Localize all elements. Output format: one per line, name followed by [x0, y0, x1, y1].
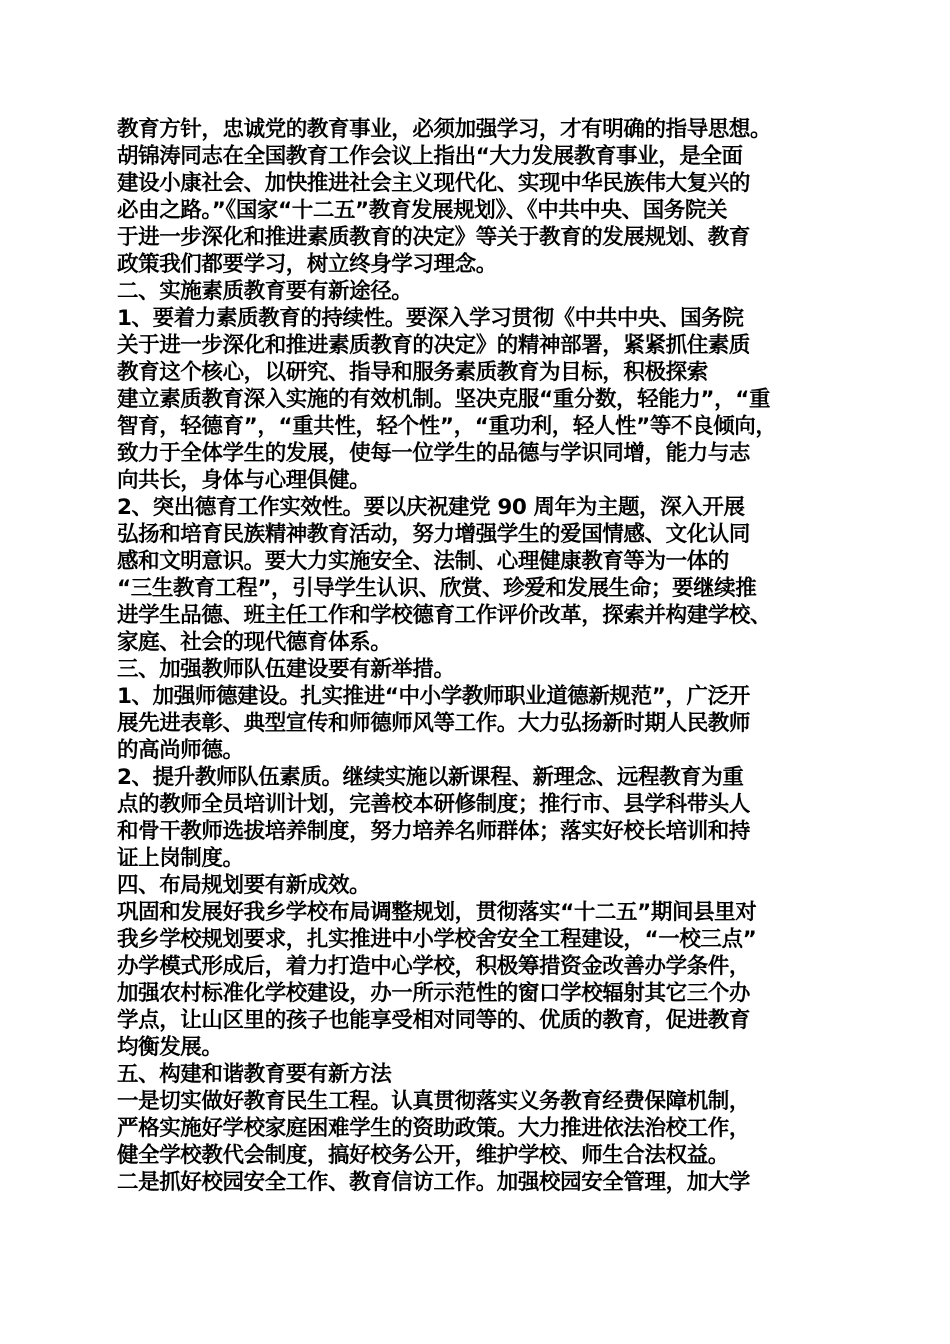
text-line: 建立素质教育深入实施的有效机制。坚决克服“重分数，轻能力”，“重	[117, 387, 771, 412]
section-heading: 三、加强教师队伍建设要有新举措。	[117, 657, 455, 682]
text-line: 二是抓好校园安全工作、教育信访工作。加强校园安全管理，加大学	[117, 1170, 751, 1195]
text-line: 2、提升教师队伍素质。继续实施以新课程、新理念、远程教育为重	[117, 765, 744, 790]
text-line: 健全学校教代会制度，搞好校务公开，维护学校、师生合法权益。	[117, 1143, 729, 1168]
text-line: 感和文明意识。要大力实施安全、法制、心理健康教育等为一体的	[117, 549, 729, 574]
text-line: 向共长，身体与心理俱健。	[117, 468, 371, 493]
section-heading: 二、实施素质教育要有新途径。	[117, 279, 413, 304]
text-line: 巩固和发展好我乡学校布局调整规划，贯彻落实“十二五”期间县里对	[117, 900, 757, 925]
text-line: 家庭、社会的现代德育体系。	[117, 630, 392, 655]
section-heading: 五、构建和谐教育要有新方法	[117, 1062, 392, 1087]
text-line: 进学生品德、班主任工作和学校德育工作评价改革，探索并构建学校、	[117, 603, 772, 628]
text-line: 必由之路。”《国家“十二五”教育发展规划》、《中共中央、国务院关	[117, 198, 728, 223]
text-line: 点的教师全员培训计划，完善校本研修制度；推行市、县学科带头人	[117, 792, 751, 817]
text-line: 严格实施好学校家庭困难学生的资助政策。大力推进依法治校工作，	[117, 1116, 751, 1141]
text-line: 胡锦涛同志在全国教育工作会议上指出“大力发展教育事业，是全面	[117, 144, 743, 169]
text-line: 于进一步深化和推进素质教育的决定》等关于教育的发展规划、教育	[117, 225, 751, 250]
text-line: 学点，让山区里的孩子也能享受相对同等的、优质的教育，促进教育	[117, 1008, 751, 1033]
text-line: 弘扬和培育民族精神教育活动，努力增强学生的爱国情感、文化认同	[117, 522, 751, 547]
text-line: 2、突出德育工作实效性。要以庆祝建党 90 周年为主题，深入开展	[117, 495, 745, 520]
text-line: 加强农村标准化学校建设，办一所示范性的窗口学校辐射其它三个办	[117, 981, 751, 1006]
document-body	[117, 116, 842, 1196]
text-line: 证上岗制度。	[117, 846, 244, 871]
text-line: 我乡学校规划要求，扎实推进中小学校舍安全工程建设，“一校三点”	[117, 927, 757, 952]
text-line: 教育方针，忠诚党的教育事业，必须加强学习，才有明确的指导思想。	[117, 117, 772, 142]
text-line: 展先进表彰、典型宣传和师德师风等工作。大力弘扬新时期人民教师	[117, 711, 751, 736]
text-line: 致力于全体学生的发展，使每一位学生的品德与学识同增，能力与志	[117, 441, 751, 466]
section-heading: 四、布局规划要有新成效。	[117, 873, 371, 898]
text-line: 智育，轻德育”，“重共性，轻个性”，“重功利，轻人性”等不良倾向，	[117, 414, 777, 439]
text-line: 建设小康社会、加快推进社会主义现代化、实现中华民族伟大复兴的	[117, 171, 751, 196]
text-line: 关于进一步深化和推进素质教育的决定》的精神部署，紧紧抓住素质	[117, 333, 751, 358]
text-line: 教育这个核心，以研究、指导和服务素质教育为目标，积极探索	[117, 360, 708, 385]
text-line: 1、加强师德建设。扎实推进“中小学教师职业道德新规范”，广泛开	[117, 684, 750, 709]
text-line: 的高尚师德。	[117, 738, 244, 763]
text-line: 均衡发展。	[117, 1035, 223, 1060]
text-line: 办学模式形成后，着力打造中心学校，积极筹措资金改善办学条件，	[117, 954, 751, 979]
text-line: 和骨干教师选拔培养制度，努力培养名师群体；落实好校长培训和持	[117, 819, 751, 844]
text-line: 1、要着力素质教育的持续性。要深入学习贯彻《中共中央、国务院	[117, 306, 744, 331]
text-line: 一是切实做好教育民生工程。认真贯彻落实义务教育经费保障机制，	[117, 1089, 751, 1114]
text-line: 政策我们都要学习，树立终身学习理念。	[117, 252, 497, 277]
text-line: “三生教育工程”，引导学生认识、欣赏、珍爱和发展生命；要继续推	[117, 576, 757, 601]
